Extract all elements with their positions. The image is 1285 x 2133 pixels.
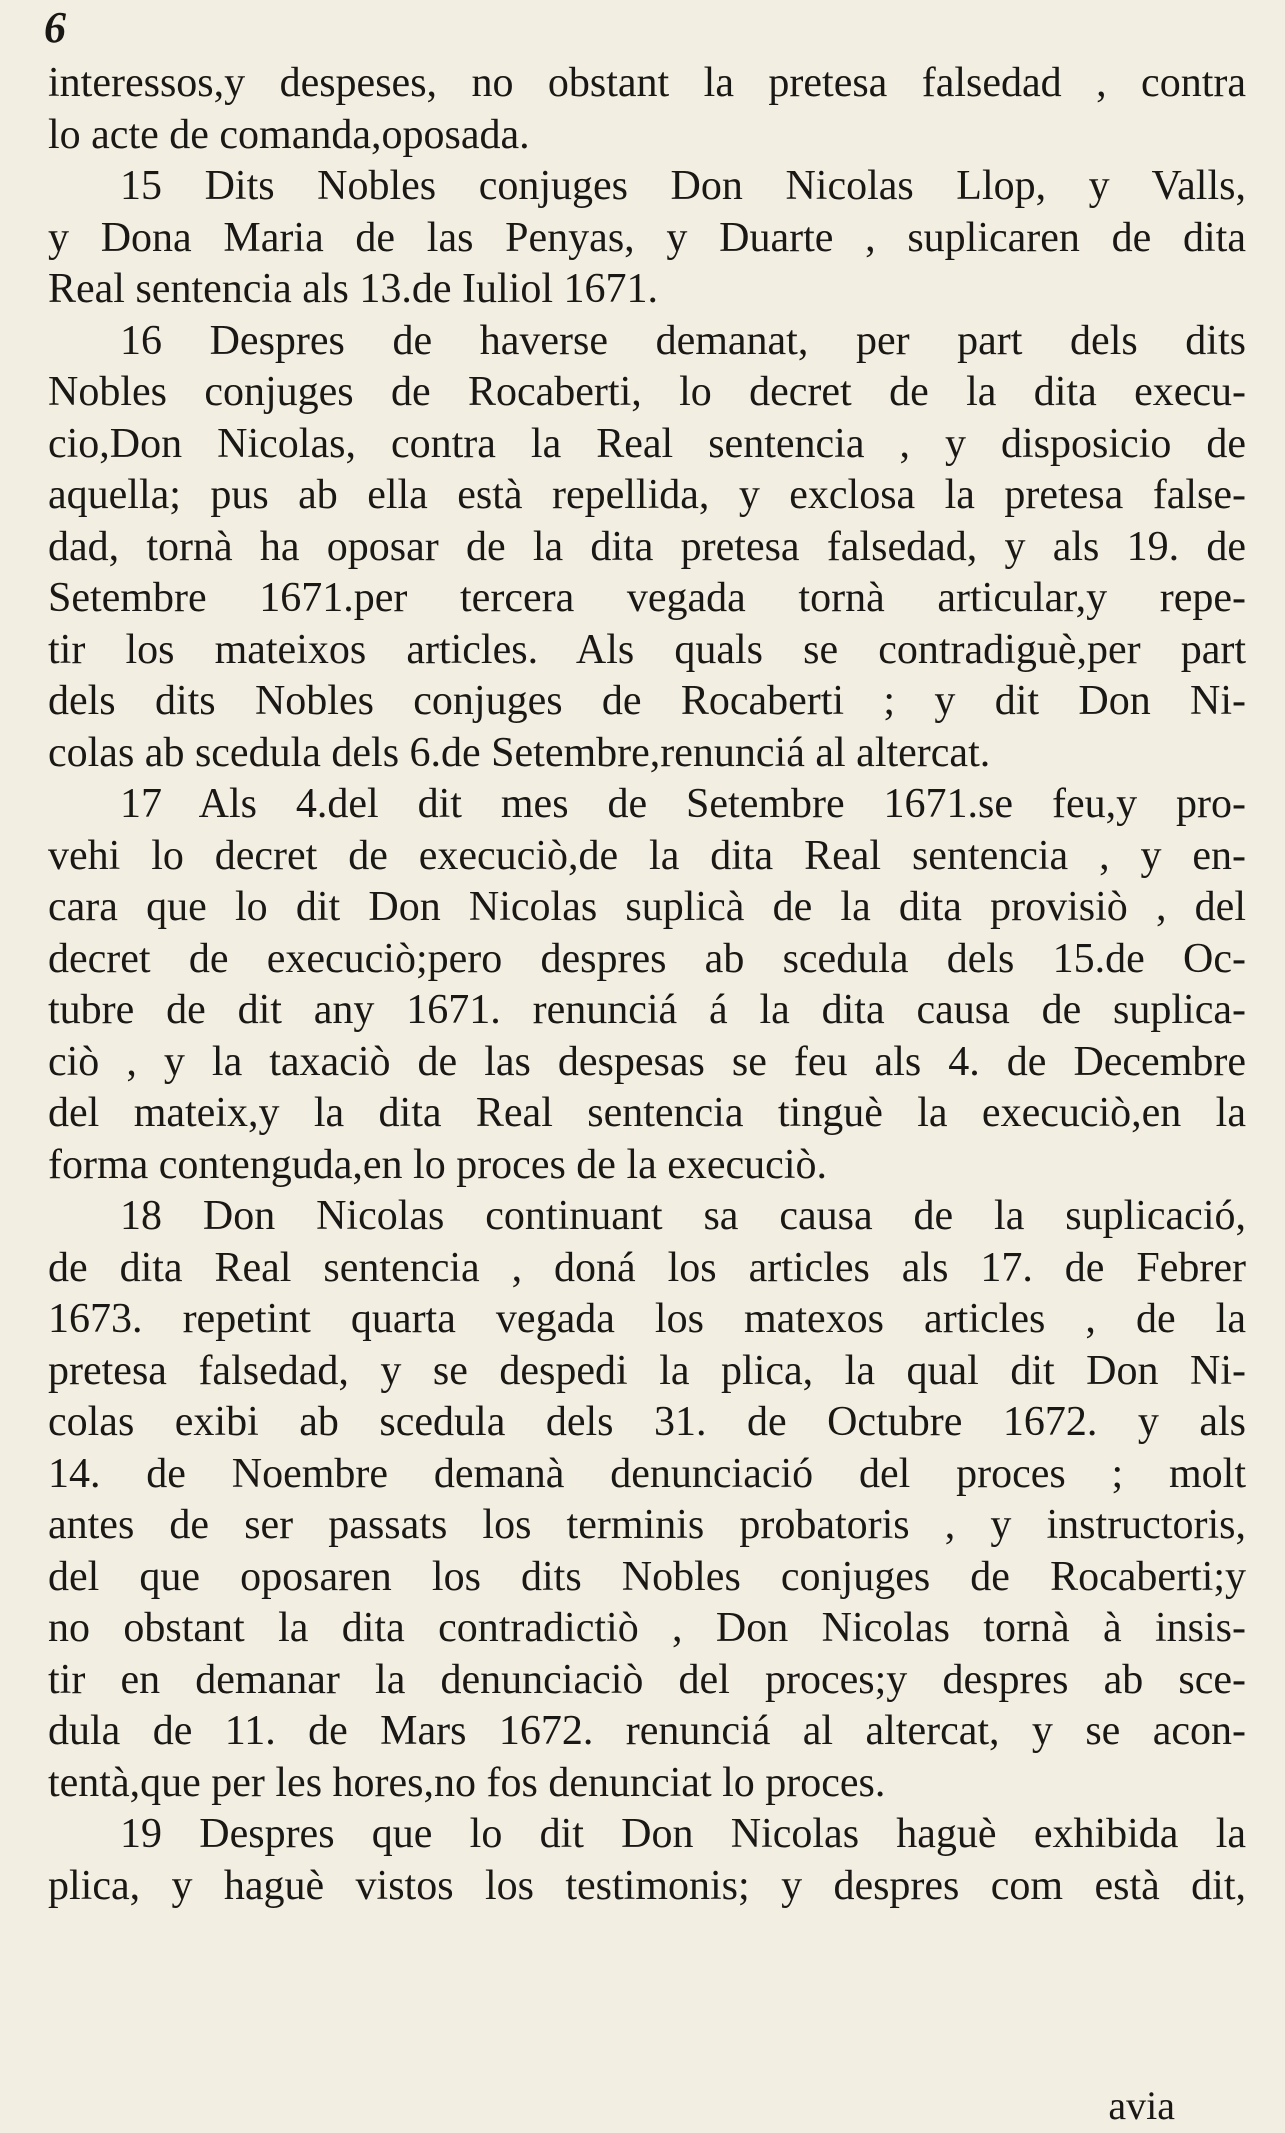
text-line: 19 Despres que lo dit Don Nicolas haguè exhibida la	[120, 1811, 1246, 1857]
text-line: tir los mateixos articles. Als quals se contradiguè,per part	[48, 626, 1246, 673]
text-line: 15 Dits Nobles conjuges Don Nicolas Llop, y Valls,	[120, 163, 1246, 209]
text-line: dels dits Nobles conjuges de Rocaberti ; y dit Don Ni-	[48, 678, 1246, 724]
text-line: dula de 11. de Mars 1672. renunciá al altercat, y se acon-	[48, 1708, 1246, 1754]
catchword: avia	[1108, 2083, 1175, 2128]
text-line: del que oposaren los dits Nobles conjuges de Rocaberti;y	[48, 1553, 1246, 1600]
page-number: 6	[44, 3, 66, 52]
text-line: del mateix,y la dita Real sentencia tinguè la execuciò,en la	[48, 1090, 1246, 1136]
text-line: Real sentencia als 13.de Iuliol 1671.	[48, 266, 659, 312]
text-line: ciò , y la taxaciò de las despesas se feu als 4. de Decembre	[48, 1038, 1246, 1085]
text-line: de dita Real sentencia , doná los articles als 17. de Febrer	[48, 1244, 1246, 1291]
text-line: aquella; pus ab ella està repellida, y exclosa la pretesa false-	[48, 472, 1246, 518]
text-body	[48, 58, 1246, 1912]
text-line: plica, y haguè vistos los testimonis; y despres com està dit,	[48, 1862, 1246, 1909]
text-line: 14. de Noembre demanà denunciació del proces ; molt	[48, 1450, 1246, 1497]
text-line: 1673. repetint quarta vegada los matexos articles , de la	[48, 1296, 1246, 1342]
text-line: 17 Als 4.del dit mes de Setembre 1671.se feu,y pro-	[120, 781, 1246, 827]
text-line: Setembre 1671.per tercera vegada tornà articular,y repe-	[48, 575, 1246, 621]
text-line: antes de ser passats los terminis probatoris , y instructoris,	[48, 1502, 1246, 1548]
text-line: tir en demanar la denunciaciò del proces;y despres ab sce-	[48, 1656, 1246, 1703]
text-line: vehi lo decret de execuciò,de la dita Real sentencia , y en-	[48, 832, 1246, 879]
text-line: tubre de dit any 1671. renunciá á la dita causa de suplica-	[48, 987, 1246, 1033]
text-line: no obstant la dita contradictiò , Don Nicolas tornà à insis-	[48, 1605, 1246, 1651]
text-line: colas exibi ab scedula dels 31. de Octubre 1672. y als	[48, 1399, 1246, 1445]
text-line: lo acte de comanda,oposada.	[48, 111, 530, 158]
text-line: colas ab scedula dels 6.de Setembre,renunciá al altercat.	[48, 729, 991, 776]
text-line: cara que lo dit Don Nicolas suplicà de la dita provisiò , del	[48, 884, 1246, 930]
text-line: y Dona Maria de las Penyas, y Duarte , suplicaren de dita	[48, 214, 1246, 261]
text-line: 18 Don Nicolas continuant sa causa de la suplicació,	[120, 1193, 1246, 1239]
text-line: pretesa falsedad, y se despedi la plica, la qual dit Don Ni-	[48, 1347, 1246, 1394]
text-line: tentà,que per les hores,no fos denunciat lo proces.	[48, 1759, 886, 1806]
text-line: forma contenguda,en lo proces de la execuciò.	[48, 1141, 827, 1188]
text-line: Nobles conjuges de Rocaberti, lo decret de la dita execu-	[48, 369, 1246, 415]
text-line: interessos,y despeses, no obstant la pretesa falsedad , contra	[48, 60, 1246, 106]
text-line: dad, tornà ha oposar de la dita pretesa falsedad, y als 19. de	[48, 523, 1246, 570]
text-line: cio,Don Nicolas, contra la Real sentencia , y disposicio de	[48, 420, 1246, 467]
text-line: 16 Despres de haverse demanat, per part dels dits	[120, 317, 1246, 364]
text-line: decret de execuciò;pero despres ab scedula dels 15.de Oc-	[48, 935, 1246, 982]
